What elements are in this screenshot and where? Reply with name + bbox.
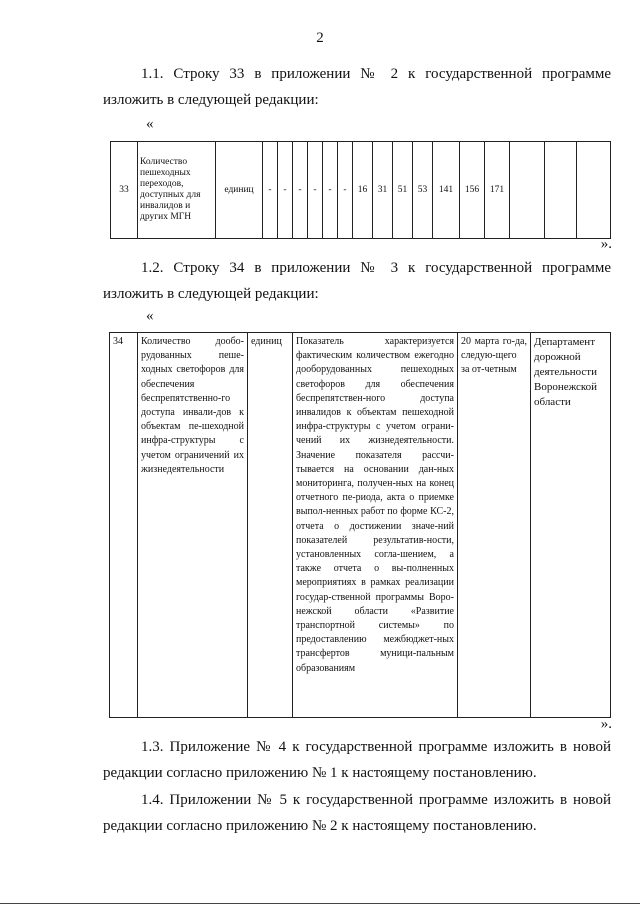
table-row-34 <box>109 332 611 718</box>
paragraph-1-4-line-1: 1.4. Приложении № 5 к государственной программе изложить в новой <box>141 792 611 808</box>
t34-unit: единиц <box>248 333 293 718</box>
t34-deadline: 20 марта го-да, следую-щего за от-четным <box>458 333 531 718</box>
t33-value: 16 <box>353 142 373 239</box>
paragraph-1-2 <box>103 255 611 307</box>
paragraph-1-3-line-2: редакции согласно приложению № 1 к настоящему постановлению. <box>103 765 537 781</box>
open-quote-2: « <box>146 308 154 324</box>
paragraph-1-3 <box>103 734 611 786</box>
t33-value: - <box>263 142 278 239</box>
page-number: 2 <box>316 30 324 46</box>
close-quote-2: ». <box>600 716 612 732</box>
t33-value: 53 <box>413 142 433 239</box>
t33-value: 51 <box>393 142 413 239</box>
t33-value: - <box>338 142 353 239</box>
t34-department: Департамент дорожной деятельности Воронежской области <box>531 333 611 718</box>
t33-value: - <box>293 142 308 239</box>
t34-description: Показатель характеризуется фактическим количеством ежегодно дооборудованных пешеходных светофоров для обеспечения беспрепятствен-ного доступа инвалидов к объектам пешеходной инфра-структуры с учетом ограни-чений их жизнедеятельности. Значение показателя рассчи-тывается на основании дан-ных мониторинга, получен-ных на конец отчетного пе-риода, акта о приемке выпол-ненных работ по форме КС-2, отчета о достижении значе-ний показателей результатив-ности, установленных согла-шением, а также отчета о вы-полненных мероприятиях в рамках реализации государ-ственной программы Воро-нежской области «Развитие транспортной системы» по предоставлению межбюджет-ных трансфертов муници-пальным образованиям <box>293 333 458 718</box>
paragraph-1-1 <box>103 61 611 113</box>
page-bottom-rule <box>0 903 640 904</box>
t33-value: 156 <box>460 142 485 239</box>
paragraph-1-1-line-2: изложить в следующей редакции: <box>103 92 319 108</box>
t33-value: 171 <box>485 142 510 239</box>
t33-value: 31 <box>373 142 393 239</box>
t33-value: - <box>278 142 293 239</box>
t33-value <box>577 142 611 239</box>
t33-indicator-name: Количество пешеходных переходов, доступных для инвалидов и других МГН <box>138 142 216 239</box>
paragraph-1-2-line-1: 1.2. Строку 34 в приложении № 3 к государственной программе <box>141 260 611 276</box>
t33-value: - <box>308 142 323 239</box>
paragraph-1-4 <box>103 787 611 839</box>
paragraph-1-1-line-1: 1.1. Строку 33 в приложении № 2 к государственной программе <box>141 66 611 82</box>
t33-value: - <box>323 142 338 239</box>
t33-value: 141 <box>433 142 460 239</box>
paragraph-1-3-line-1: 1.3. Приложение № 4 к государственной программе изложить в новой <box>141 739 611 755</box>
t33-value <box>545 142 577 239</box>
paragraph-1-2-line-2: изложить в следующей редакции: <box>103 286 319 302</box>
t34-number: 34 <box>110 333 138 718</box>
t34-indicator-name: Количество дообо-рудованных пеше-ходных светофоров для обеспечения беспрепятственно-го доступа инвали-дов к объектам пе-шеходной инфра-структуры с учетом ограничений их жизнедеятельности <box>138 333 248 718</box>
t33-unit: единиц <box>216 142 263 239</box>
t33-number: 33 <box>111 142 138 239</box>
table-row-33 <box>110 141 611 239</box>
paragraph-1-4-line-2: редакции согласно приложению № 2 к настоящему постановлению. <box>103 818 537 834</box>
open-quote-1: « <box>146 116 154 132</box>
t33-value <box>510 142 545 239</box>
close-quote-1: ». <box>600 236 612 252</box>
